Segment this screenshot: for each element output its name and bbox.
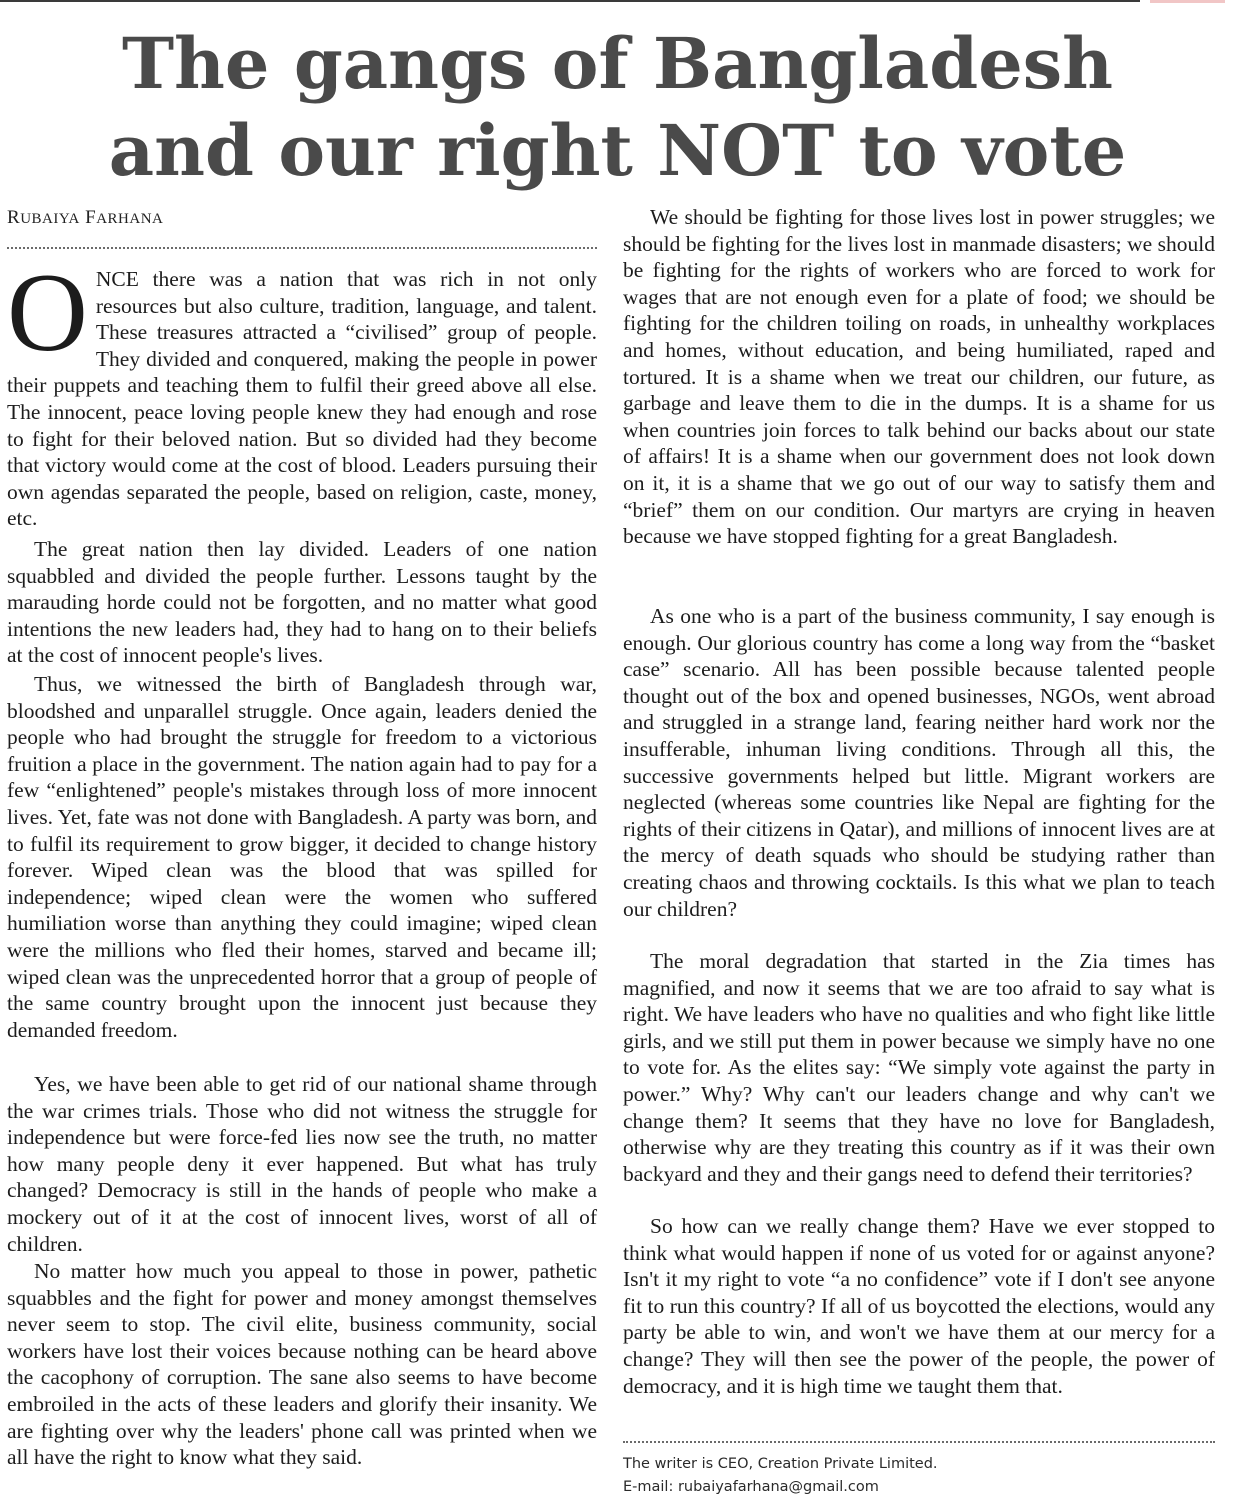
top-rule xyxy=(0,0,1140,2)
footer-divider xyxy=(623,1441,1215,1443)
drop-cap: O xyxy=(7,251,88,375)
article-headline xyxy=(0,20,1235,194)
headline-line-1: The gangs of Bangladesh xyxy=(121,22,1114,105)
paragraph-1: ONCE there was a nation that was rich in not only resources but also culture, tradition, language, and talent. These treasures attracted a “civilised” group of people. They divided and conquered, making the people in power their puppets and teaching them to fulfil their greed above all else. The innocent, peace loving people knew they had enough and rose to fight for their beloved nation. But so divided had they become that victory would come at the cost of blood. Leaders pursuing their own agendas separated the people, based on religion, caste, money, etc. xyxy=(7,251,597,531)
paragraph-7: As one who is a part of the business community, I say enough is enough. Our glorious country has come a long way from the “basket case” scenario. All has been possible because talented people thought out of the box and opened businesses, NGOs, went abroad and struggled in a strange land, fearing neither hard work nor the insufferable, inhuman living conditions. Through all this, the successive governments helped but little. Migrant workers are neglected (whereas some countries like Nepal are fighting for the rights of their citizens in Qatar), and millions of innocent lives are at the mercy of death squads who should be studying rather than creating chaos and throwing cocktails. Is this what we plan to teach our children? xyxy=(623,604,1215,921)
headline-line-2: and our right NOT to vote xyxy=(108,109,1127,192)
paragraph-2: The great nation then lay divided. Leaders of one nation squabbled and divided the people further. Lessons taught by the marauding horde could not be forgotten, and no matter what good intentions the new leaders had, they had to hang on to their beliefs at the cost of innocent people's lives. xyxy=(7,537,597,668)
paragraph-9: So how can we really change them? Have we ever stopped to think what would happen if none of us voted for or against anyone? Isn't it my right to vote “a no confidence” vote if I don't see anyone fit to run this country? If all of us boycotted the elections, would any party be able to win, and won't we have them at our mercy for a change? They will then see the power of the people, the power of democracy, and it is high time we taught them that. xyxy=(623,1214,1215,1398)
paragraph-4: Yes, we have been able to get rid of our national shame through the war crimes trials. Those who did not witness the struggle for independence but were force-fed lies now see the truth, no matter how many people deny it ever happened. But what has truly changed? Democracy is still in the hands of people who make a mockery out of it at the cost of innocent lives, worst of all of children. xyxy=(7,1072,597,1256)
byline-divider xyxy=(7,247,597,249)
paragraph-5: No matter how much you appeal to those in power, pathetic squabbles and the fight for power and money amongst themselves never seem to stop. The civil elite, business community, social workers have lost their voices because nothing can be heard above the cacophony of corruption. The sane also seems to have become embroiled in the acts of these leaders and glorify their insanity. We are fighting over why the leaders' phone call was printed when we all have the right to know what they said. xyxy=(7,1259,597,1470)
top-corner-mark xyxy=(1150,0,1225,3)
paragraph-6: We should be fighting for those lives lost in power struggles; we should be fighting for the lives lost in manmade disasters; we should be fighting for the rights of workers who are forced to work for wages that are not enough even for a plate of food; we should be fighting for the children toiling on roads, in unhealthy workplaces and homes, without education, and being humiliated, raped and tortured. It is a shame when we treat our children, our future, as garbage and leave them to die in the dumps. It is a shame for us when countries join forces to talk behind our backs about our state of affairs! It is a shame when our government does not look down on it, it is a shame that we go out of our way to satisfy them and “brief” them on our condition. Our martyrs are crying in heaven because we have stopped fighting for a great Bangladesh. xyxy=(623,205,1215,549)
paragraph-8: The moral degradation that started in the Zia times has magnified, and now it seems that we are too afraid to say what is right. We have leaders who have no qualities and who fight like little girls, and we still put them in power because we simply have no one to vote for. As the elites say: “We simply vote against the party in power.” Why? Why can't our leaders change and why can't we change them? It seems that they have no love for Bangladesh, otherwise why are they treating this country as if it was their own backyard and they and their gangs need to defend their territories? xyxy=(623,949,1215,1186)
writer-email: E-mail: rubaiyafarhana@gmail.com xyxy=(623,1479,879,1495)
author-byline: RUBAIYA FARHANA xyxy=(7,207,164,228)
writer-note: The writer is CEO, Creation Private Limited. xyxy=(623,1456,938,1472)
paragraph-3: Thus, we witnessed the birth of Bangladesh through war, bloodshed and unparallel struggle. Once again, leaders denied the people who had brought the struggle for freedom to a victorious fruition a place in the government. The nation again had to pay for a few “enlightened” people's mistakes through loss of more innocent lives. Yet, fate was not done with Bangladesh. A party was born, and to fulfil its requirement to grow bigger, it decided to change history forever. Wiped clean was the blood that was spilled for independence; wiped clean were the women who suffered humiliation worse than anything they could imagine; wiped clean were the millions who fled their homes, starved and became ill; wiped clean was the unprecedented horror that a group of people of the same country brought upon the innocent just because they demanded freedom. xyxy=(7,672,597,1042)
